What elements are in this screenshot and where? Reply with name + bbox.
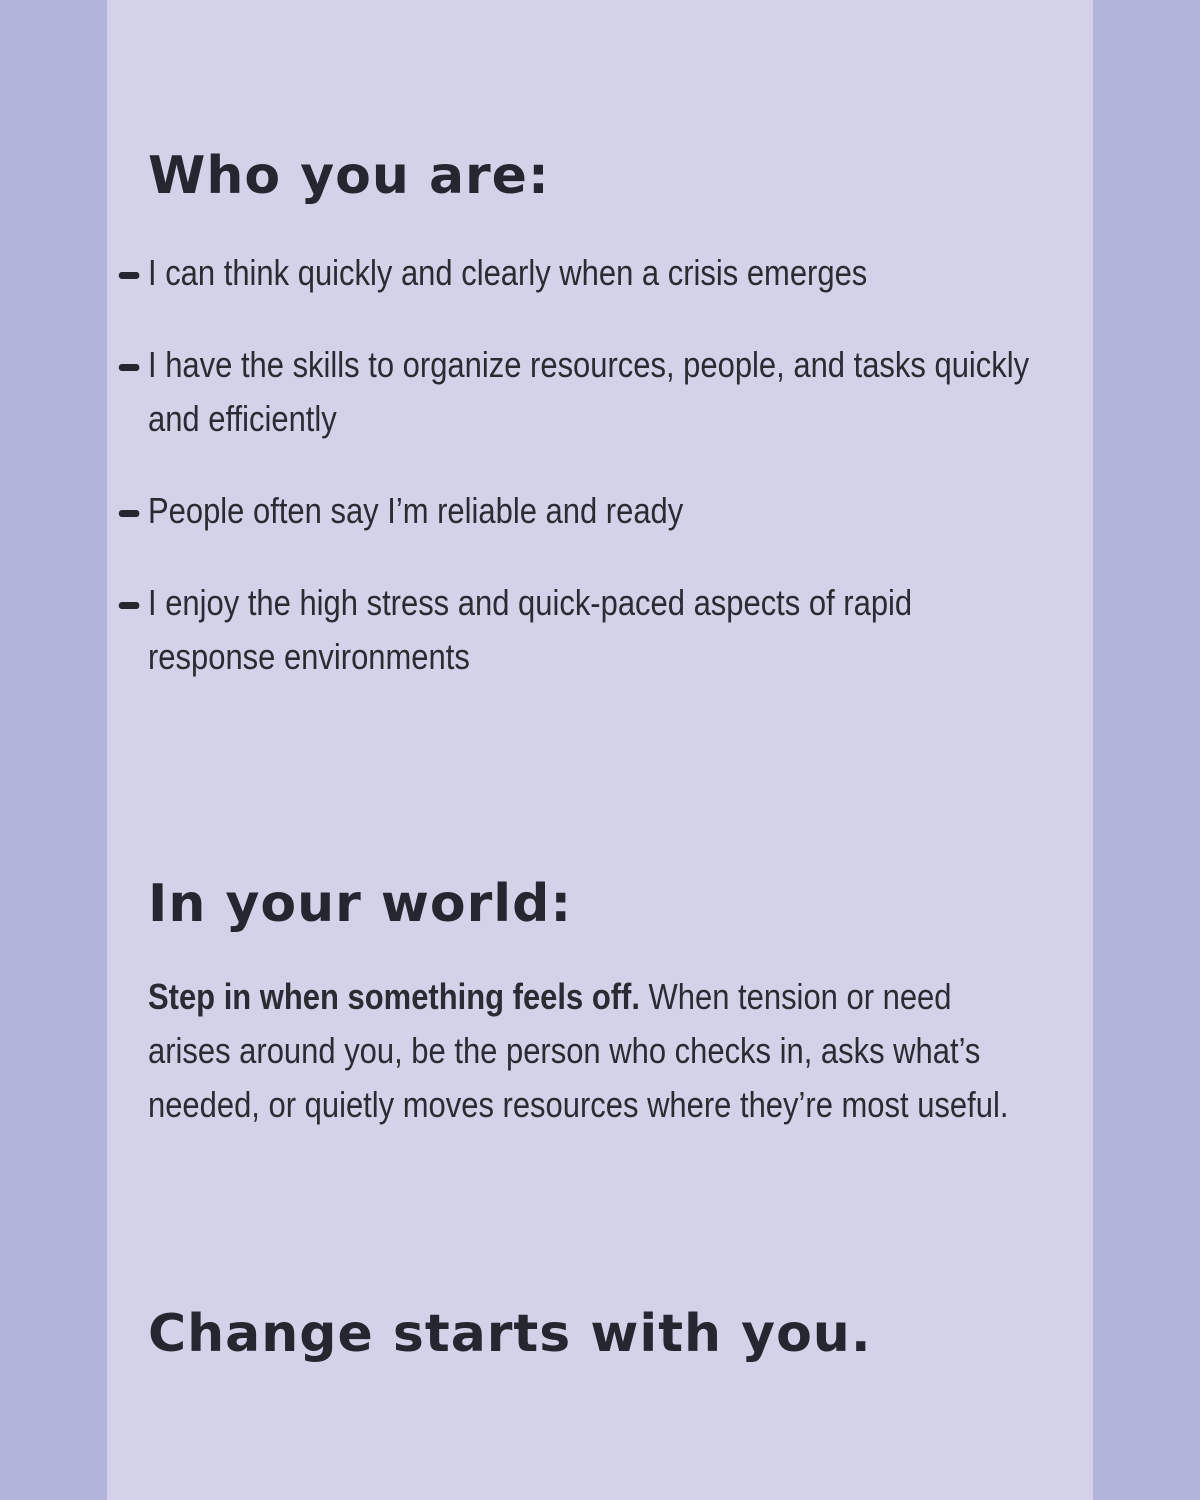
list-item <box>148 338 1042 446</box>
list-item-text: I have the skills to organize resources, people, and tasks quickly and efficiently <box>148 344 1030 439</box>
list-item <box>148 246 1042 300</box>
list-item <box>148 484 1042 538</box>
paragraph-body: When tension or need arises around you, be the person who checks in, asks what’s needed, or quietly moves resources where they’re most useful. <box>148 976 1009 1125</box>
in-your-world-heading: In your world: <box>148 874 573 934</box>
dash-icon <box>119 510 140 517</box>
closing-statement: Change starts with you. <box>148 1304 872 1364</box>
who-you-are-heading: Who you are: <box>148 146 550 206</box>
in-your-world-paragraph <box>148 970 1042 1132</box>
list-item-text: People often say I’m reliable and ready <box>148 490 684 531</box>
list-item-text: I can think quickly and clearly when a crisis emerges <box>148 252 868 293</box>
content-panel <box>107 0 1093 1500</box>
paragraph-lead: Step in when something feels off. <box>148 976 640 1017</box>
list-item <box>148 576 1042 684</box>
dash-icon <box>119 602 140 609</box>
dash-icon <box>119 272 140 279</box>
dash-icon <box>119 364 140 371</box>
list-item-text: I enjoy the high stress and quick-paced aspects of rapid response environments <box>148 582 913 677</box>
